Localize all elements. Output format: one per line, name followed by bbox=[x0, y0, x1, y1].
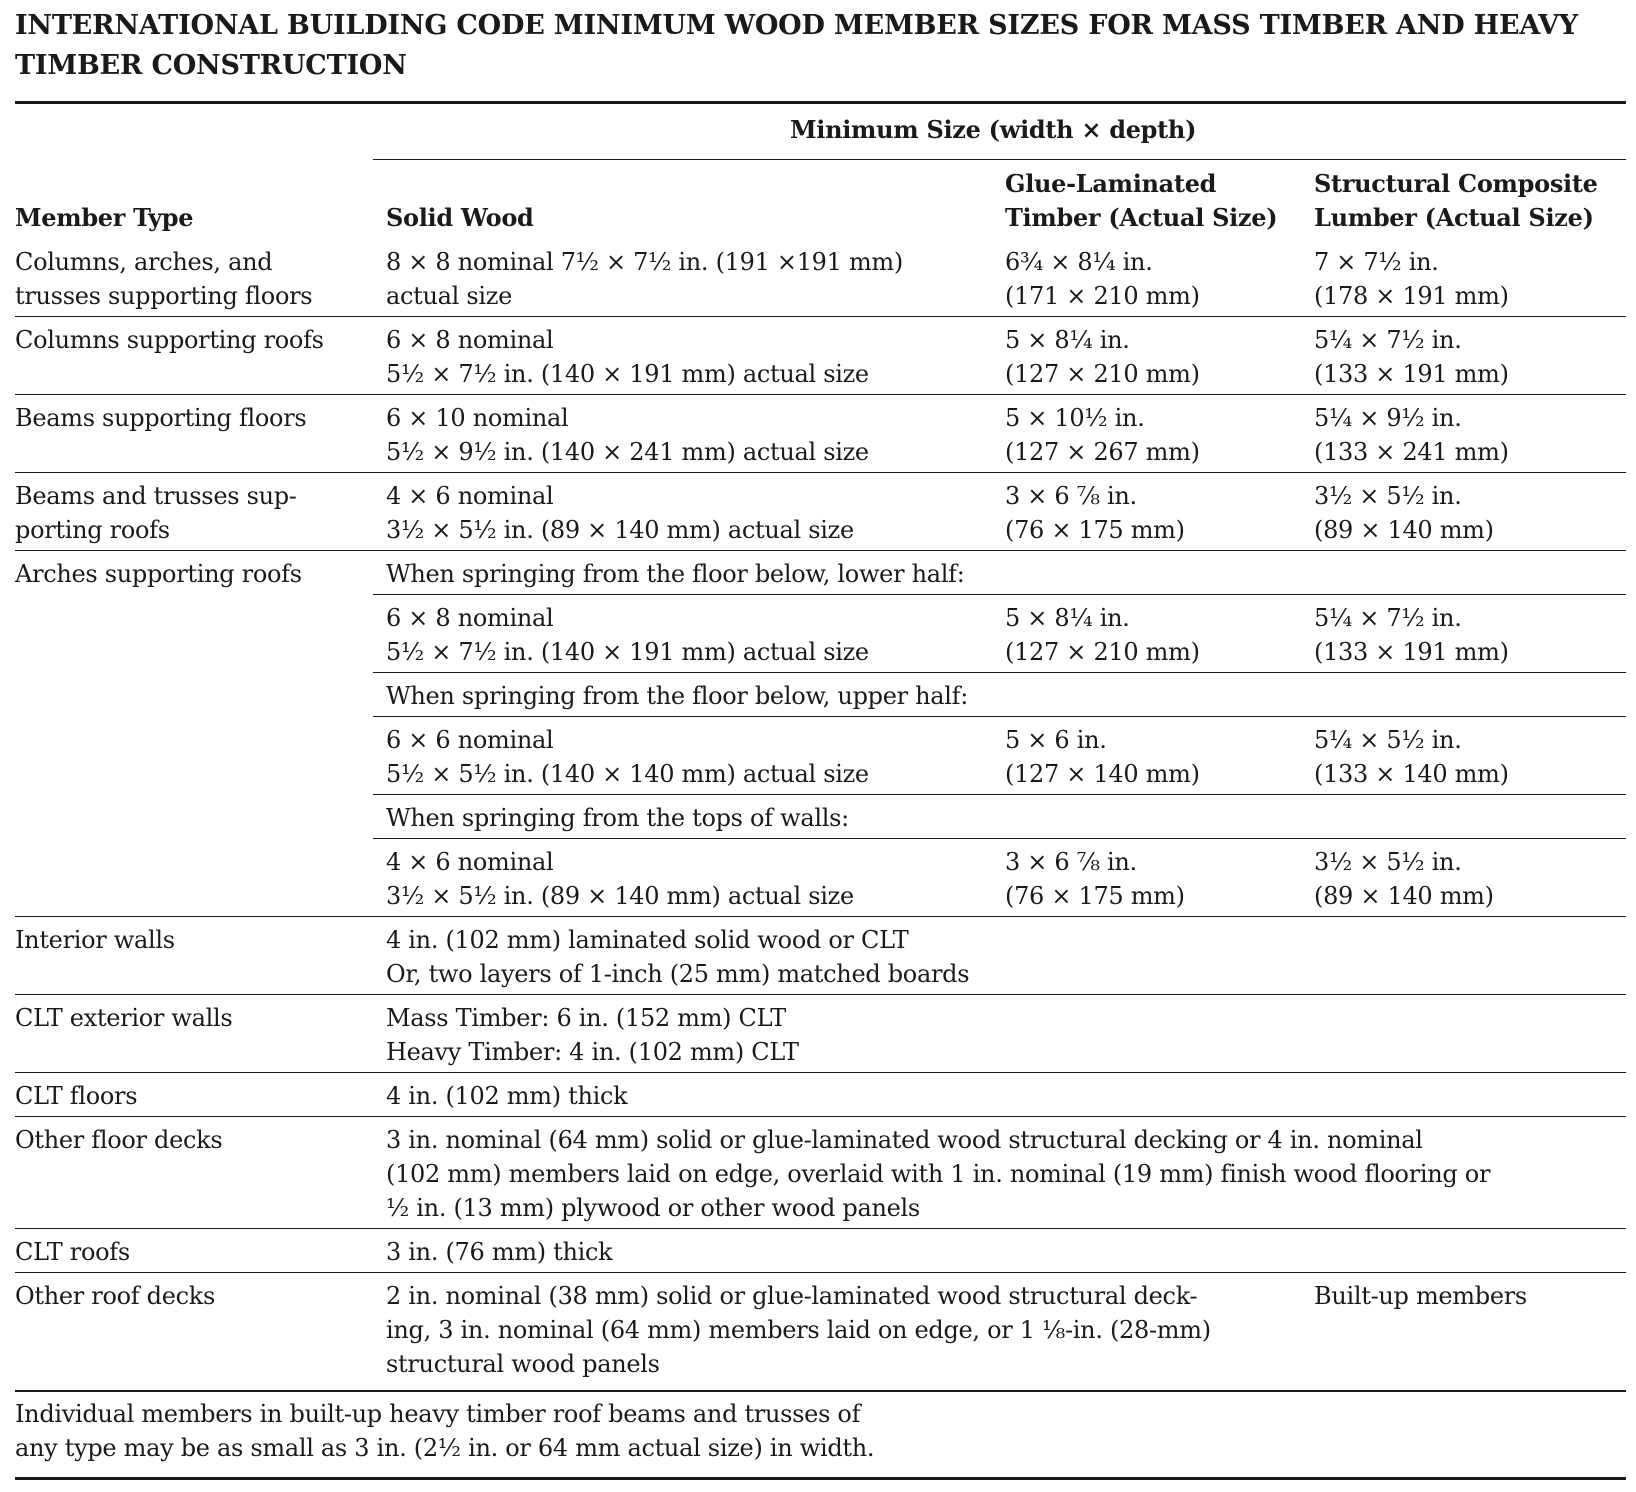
arch-sub-divider bbox=[373, 794, 1626, 795]
arch-sub-divider bbox=[373, 838, 1626, 839]
row-solid-wood: 2 in. nominal (38 mm) solid or glue-laminated wood structural deck- ing, 3 in. nominal (64 mm) members laid on edge, or 1 ⅛-in. (28-mm) structural wood panels bbox=[386, 1282, 1211, 1378]
row-glulam: 5 × 10½ in. (127 × 267 mm) bbox=[1005, 404, 1200, 466]
footnote: Individual members in built-up heavy timber roof beams and trusses of any type may be as small as 3 in. (2½ in. or 64 mm actual size) in width. bbox=[15, 1400, 875, 1462]
row-solid-wood: 3 in. (76 mm) thick bbox=[386, 1238, 613, 1266]
bottom-rule bbox=[15, 1477, 1626, 1480]
row-solid-wood: 6 × 8 nominal 5½ × 7½ in. (140 × 191 mm) actual size bbox=[386, 604, 869, 666]
table-bottom-rule bbox=[15, 1390, 1626, 1392]
row-divider bbox=[15, 550, 1626, 551]
row-glulam: 5 × 6 in. (127 × 140 mm) bbox=[1005, 726, 1200, 788]
top-rule bbox=[15, 101, 1626, 104]
row-divider bbox=[15, 394, 1626, 395]
row-solid-wood: 6 × 6 nominal 5½ × 5½ in. (140 × 140 mm) actual size bbox=[386, 726, 869, 788]
row-member: Interior walls bbox=[15, 926, 175, 954]
header-group-label: Minimum Size (width × depth) bbox=[790, 115, 1197, 144]
arch-sub-divider bbox=[373, 672, 1626, 673]
row-scl: 3½ × 5½ in. (89 × 140 mm) bbox=[1314, 482, 1494, 544]
row-scl: Built-up members bbox=[1314, 1282, 1527, 1310]
row-divider bbox=[15, 1272, 1626, 1273]
row-scl: 7 × 7½ in. (178 × 191 mm) bbox=[1314, 248, 1509, 310]
row-solid-wood: 8 × 8 nominal 7½ × 7½ in. (191 ×191 mm) actual size bbox=[386, 248, 903, 310]
row-glulam: 3 × 6 ⅞ in. (76 × 175 mm) bbox=[1005, 848, 1185, 910]
row-solid-wood: 4 × 6 nominal 3½ × 5½ in. (89 × 140 mm) actual size bbox=[386, 482, 854, 544]
header-solid-wood: Solid Wood bbox=[386, 203, 534, 232]
row-divider bbox=[15, 1072, 1626, 1073]
row-solid-wood: 4 × 6 nominal 3½ × 5½ in. (89 × 140 mm) actual size bbox=[386, 848, 854, 910]
arch-subheading: When springing from the tops of walls: bbox=[386, 804, 849, 832]
row-solid-wood: 3 in. nominal (64 mm) solid or glue-laminated wood structural decking or 4 in. nominal (102 mm) members laid on edge, overlaid with 1 in. nominal (19 mm) finish wood flooring or ½ in. (13 mm) plywood or other wood panels bbox=[386, 1126, 1491, 1222]
row-glulam: 5 × 8¼ in. (127 × 210 mm) bbox=[1005, 604, 1200, 666]
row-divider bbox=[15, 916, 1626, 917]
arch-sub-divider bbox=[373, 594, 1626, 595]
row-member: Beams supporting floors bbox=[15, 404, 307, 432]
row-solid-wood: 4 in. (102 mm) thick bbox=[386, 1082, 628, 1110]
row-member: CLT floors bbox=[15, 1082, 138, 1110]
row-scl: 3½ × 5½ in. (89 × 140 mm) bbox=[1314, 848, 1494, 910]
header-group-rule bbox=[373, 159, 1626, 160]
row-divider bbox=[15, 316, 1626, 317]
arch-subheading: When springing from the floor below, lower half: bbox=[386, 560, 965, 588]
row-solid-wood: 6 × 8 nominal 5½ × 7½ in. (140 × 191 mm) actual size bbox=[386, 326, 869, 388]
arch-subheading: When springing from the floor below, upper half: bbox=[386, 682, 969, 710]
arch-sub-divider bbox=[373, 716, 1626, 717]
row-member: Columns supporting roofs bbox=[15, 326, 324, 354]
row-scl: 5¼ × 5½ in. (133 × 140 mm) bbox=[1314, 726, 1509, 788]
table-title: INTERNATIONAL BUILDING CODE MINIMUM WOOD MEMBER SIZES FOR MASS TIMBER AND HEAVY TIMBER CONSTRUCTION bbox=[15, 10, 1578, 81]
row-glulam: 5 × 8¼ in. (127 × 210 mm) bbox=[1005, 326, 1200, 388]
row-scl: 5¼ × 9½ in. (133 × 241 mm) bbox=[1314, 404, 1509, 466]
header-member-type: Member Type bbox=[15, 203, 194, 232]
row-solid-wood: Mass Timber: 6 in. (152 mm) CLT Heavy Timber: 4 in. (102 mm) CLT bbox=[386, 1004, 799, 1066]
header-scl: Structural Composite Lumber (Actual Size) bbox=[1314, 169, 1598, 232]
row-divider bbox=[15, 1228, 1626, 1229]
row-member: CLT roofs bbox=[15, 1238, 130, 1266]
row-divider bbox=[15, 472, 1626, 473]
row-member: Beams and trusses sup- porting roofs bbox=[15, 482, 297, 544]
row-scl: 5¼ × 7½ in. (133 × 191 mm) bbox=[1314, 604, 1509, 666]
row-glulam: 6¾ × 8¼ in. (171 × 210 mm) bbox=[1005, 248, 1200, 310]
row-member: CLT exterior walls bbox=[15, 1004, 233, 1032]
row-solid-wood: 4 in. (102 mm) laminated solid wood or CLT Or, two layers of 1-inch (25 mm) matched boards bbox=[386, 926, 970, 988]
row-solid-wood: 6 × 10 nominal 5½ × 9½ in. (140 × 241 mm) actual size bbox=[386, 404, 869, 466]
row-glulam: 3 × 6 ⅞ in. (76 × 175 mm) bbox=[1005, 482, 1185, 544]
header-glulam: Glue-Laminated Timber (Actual Size) bbox=[1005, 169, 1278, 232]
row-member: Columns, arches, and trusses supporting floors bbox=[15, 248, 313, 310]
row-divider bbox=[15, 1116, 1626, 1117]
row-member: Arches supporting roofs bbox=[15, 560, 302, 588]
row-member: Other roof decks bbox=[15, 1282, 216, 1310]
row-divider bbox=[15, 994, 1626, 995]
row-scl: 5¼ × 7½ in. (133 × 191 mm) bbox=[1314, 326, 1509, 388]
row-member: Other floor decks bbox=[15, 1126, 223, 1154]
